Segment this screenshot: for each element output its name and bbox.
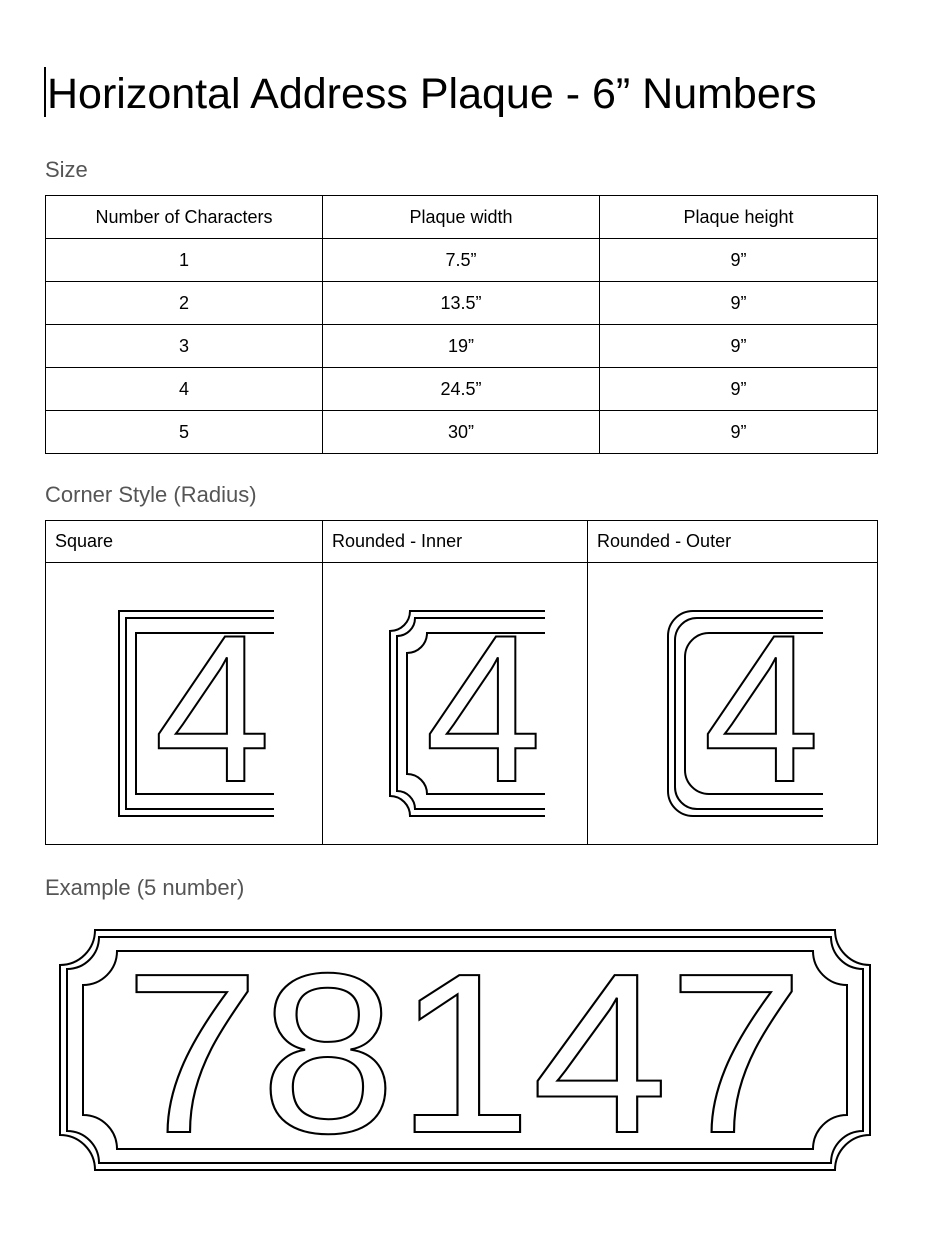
corner-label-square: Square — [46, 521, 323, 563]
size-heading: Size — [45, 157, 88, 182]
example-plaque — [55, 925, 875, 1175]
example-number: 78147 — [124, 927, 804, 1175]
size-table — [45, 195, 878, 454]
cell-characters: 5 — [46, 411, 323, 454]
cell-width: 30” — [323, 411, 600, 454]
table-row — [46, 325, 878, 368]
cell-characters: 1 — [46, 239, 323, 282]
cell-characters: 4 — [46, 368, 323, 411]
column-header-characters: Number of Characters — [46, 196, 323, 239]
rounded-outer-corner-illustration — [588, 563, 878, 845]
digit-four: 4 — [154, 591, 271, 821]
table-header-row — [46, 196, 878, 239]
corner-label-rounded-outer: Rounded - Outer — [588, 521, 878, 563]
cell-characters: 2 — [46, 282, 323, 325]
cell-width: 7.5” — [323, 239, 600, 282]
cell-height: 9” — [600, 411, 878, 454]
table-row — [46, 563, 878, 845]
table-row — [46, 368, 878, 411]
table-row — [46, 282, 878, 325]
cell-characters: 3 — [46, 325, 323, 368]
cell-height: 9” — [600, 282, 878, 325]
corner-style-heading: Corner Style (Radius) — [45, 482, 257, 507]
column-header-width: Plaque width — [323, 196, 600, 239]
corner-style-table — [45, 520, 878, 845]
cell-height: 9” — [600, 368, 878, 411]
square-corner-illustration — [46, 563, 323, 845]
table-row — [46, 239, 878, 282]
cell-width: 13.5” — [323, 282, 600, 325]
page-title: Horizontal Address Plaque - 6” Numbers — [47, 70, 817, 118]
cell-height: 9” — [600, 239, 878, 282]
rounded-inner-corner-illustration — [323, 563, 588, 845]
cell-height: 9” — [600, 325, 878, 368]
cell-width: 24.5” — [323, 368, 600, 411]
table-header-row — [46, 521, 878, 563]
corner-label-rounded-inner: Rounded - Inner — [323, 521, 588, 563]
column-header-height: Plaque height — [600, 196, 878, 239]
text-cursor — [44, 67, 46, 117]
cell-width: 19” — [323, 325, 600, 368]
example-heading: Example (5 number) — [45, 875, 245, 900]
table-row — [46, 411, 878, 454]
digit-four: 4 — [425, 591, 542, 821]
digit-four: 4 — [702, 591, 820, 821]
